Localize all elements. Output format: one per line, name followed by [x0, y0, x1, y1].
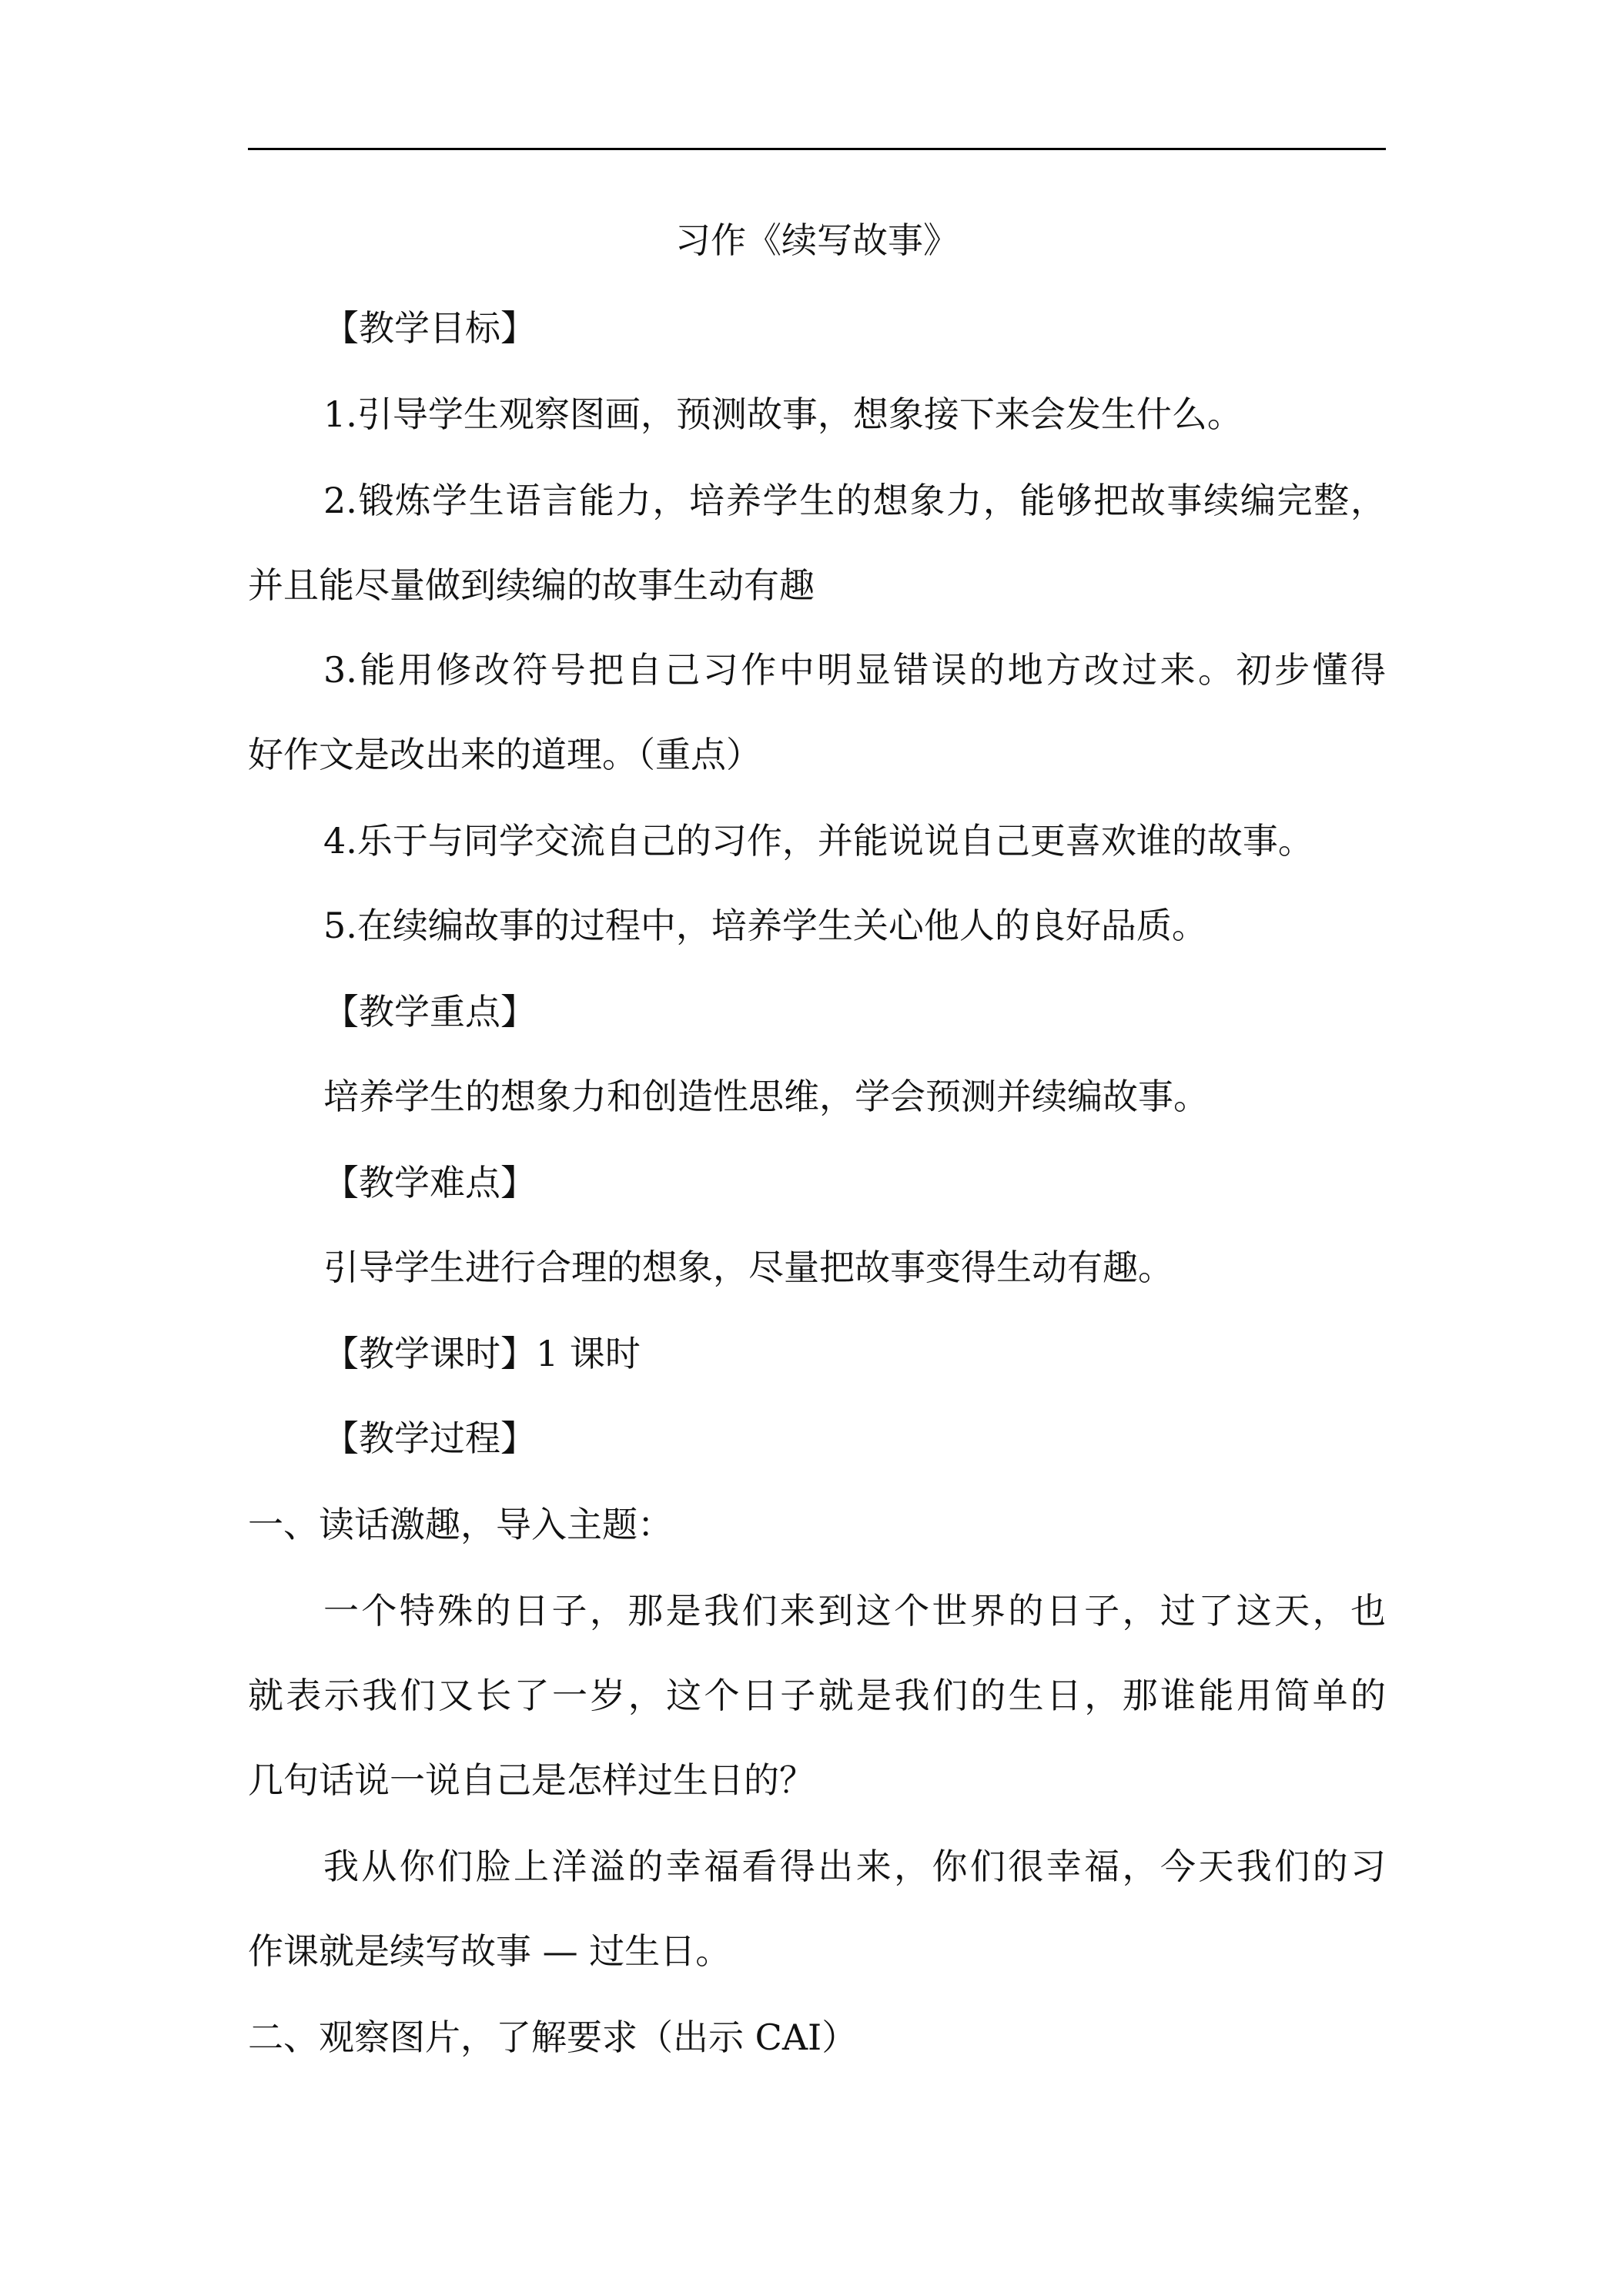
key-text: 培养学生的想象力和创造性思维，学会预测并续编故事。 — [323, 1076, 1209, 1117]
part-1-heading: 一、读话激趣，导入主题： — [248, 1504, 673, 1545]
part-1-para-1-line-2: 就表示我们又长了一岁，这个日子就是我们的生日，那谁能用简单的 — [248, 1675, 1386, 1716]
objective-5: 5.在续编故事的过程中，培养学生关心他人的良好品质。 — [323, 905, 1207, 946]
objective-4: 4.乐于与同学交流自己的习作，并能说说自己更喜欢谁的故事。 — [323, 820, 1313, 862]
part-1-para-1-line-1: 一个特殊的日子，那是我们来到这个世界的日子，过了这天，也 — [323, 1590, 1386, 1632]
objective-2-line-1: 2.锻炼学生语言能力，培养学生的想象力，能够把故事续编完整， — [323, 480, 1386, 521]
difficulty-text: 引导学生进行合理的想象，尽量把故事变得生动有趣。 — [323, 1247, 1173, 1288]
part-1-para-2-line-1: 我从你们脸上洋溢的幸福看得出来，你们很幸福，今天我们的习 — [323, 1846, 1386, 1887]
objective-1: 1.引导学生观察图画，预测故事，想象接下来会发生什么。 — [323, 393, 1243, 435]
objective-3-line-2: 好作文是改出来的道理。（重点） — [248, 734, 761, 775]
objectives-heading: 【教学目标】 — [323, 307, 536, 349]
header-rule — [248, 148, 1386, 150]
part-2-heading: 二、观察图片，了解要求（出示 CAI） — [248, 2017, 858, 2058]
hours-line: 【教学课时】1 课时 — [323, 1333, 641, 1374]
objective-3-line-1: 3.能用修改符号把自己习作中明显错误的地方改过来。初步懂得 — [323, 649, 1386, 691]
part-1-para-2-line-2: 作课就是续写故事 — 过生日。 — [248, 1930, 731, 1972]
document-title: 习作《续写故事》 — [675, 219, 959, 261]
part-1-para-1-line-3: 几句话说一说自己是怎样过生日的？ — [248, 1759, 815, 1801]
process-heading: 【教学过程】 — [323, 1417, 536, 1459]
key-heading: 【教学重点】 — [323, 991, 536, 1033]
difficulty-heading: 【教学难点】 — [323, 1162, 536, 1203]
objective-2-line-2: 并且能尽量做到续编的故事生动有趣 — [248, 564, 815, 606]
